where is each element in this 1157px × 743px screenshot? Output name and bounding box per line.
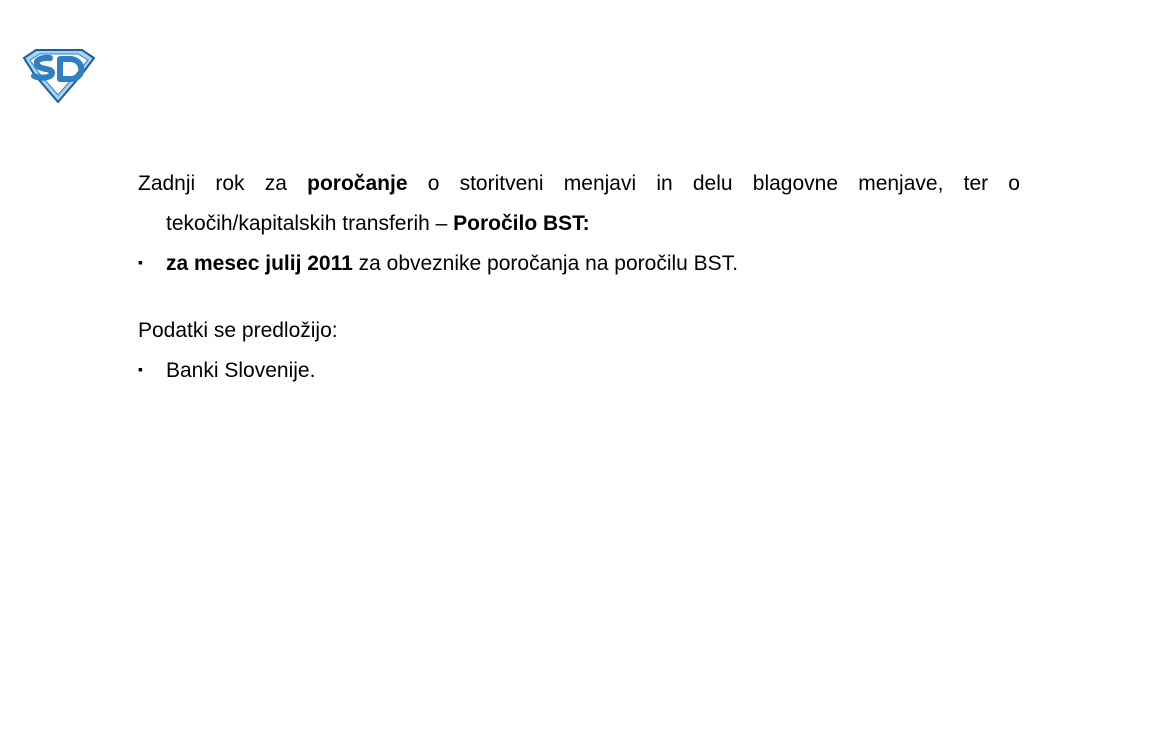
bullet-square-icon: ▪	[138, 361, 143, 377]
deadline-intro-paragraph	[138, 164, 1020, 244]
bullet-square-icon: ▪	[138, 254, 143, 270]
document-body	[138, 164, 1020, 392]
bullet-bold-period: za mesec julij 2011	[166, 252, 353, 275]
sd-shield-logo-icon	[22, 48, 96, 104]
intro-bold-porocanje: poročanje	[307, 172, 408, 195]
submission-heading: Podatki se predložijo:	[138, 319, 338, 342]
intro-text-2: o storitveni menjavi in delu blagovne menjave, ter o tekočih/kapitalskih transferih –	[166, 172, 1020, 235]
intro-bold-porocilo-bst: Poročilo BST:	[453, 212, 590, 235]
bullet-rest-text: za obveznike poročanja na poročilu BST.	[352, 252, 739, 275]
list-item	[138, 244, 1020, 285]
section-spacer	[138, 285, 1020, 311]
list-item-text: Banki Slovenije.	[166, 359, 316, 382]
list-item	[138, 351, 1020, 392]
list-item-text	[166, 244, 738, 284]
intro-text-1: Zadnji rok za	[138, 172, 308, 195]
